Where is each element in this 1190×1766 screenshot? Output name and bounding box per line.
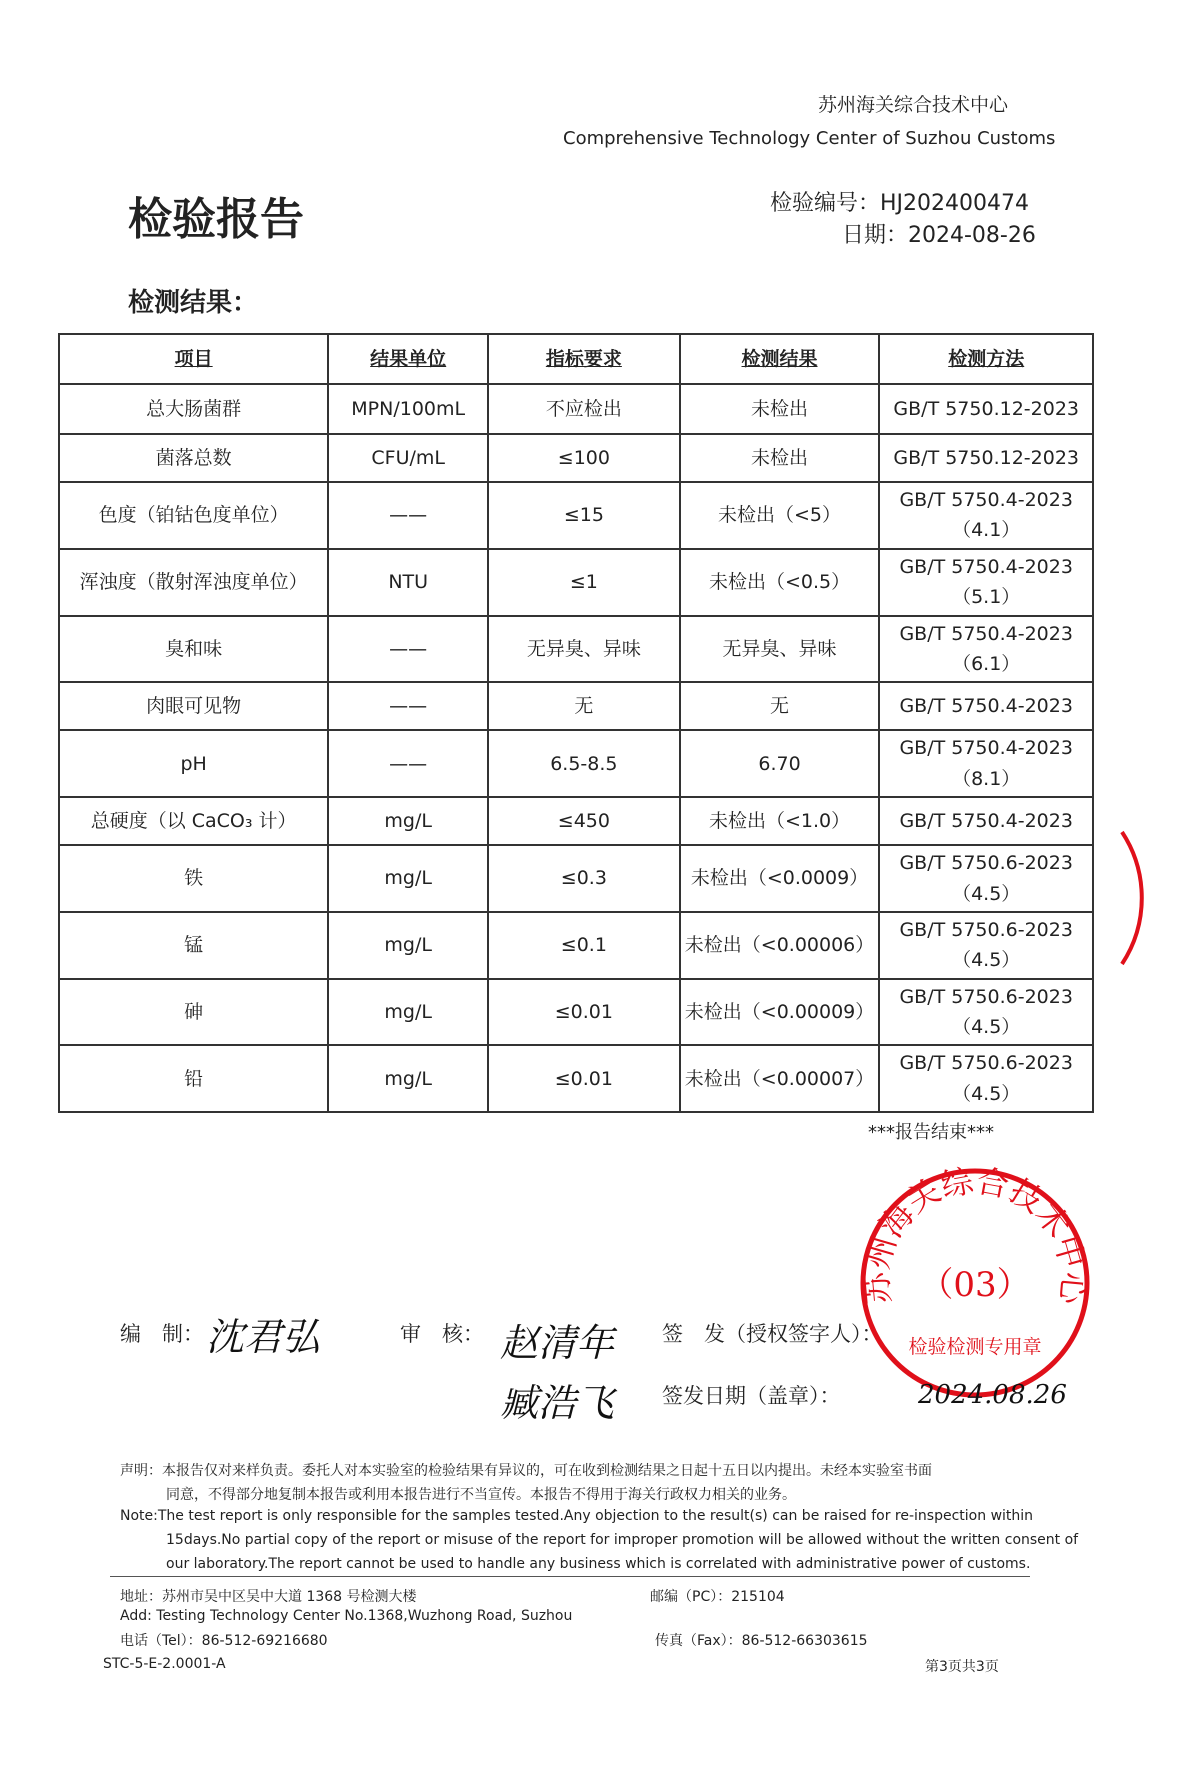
method-clause: （4.5） [952,1082,1021,1105]
column-header: 指标要求 [488,334,680,384]
table-cell: mg/L [328,797,488,845]
method-clause: （4.5） [952,882,1021,905]
seal-number: （03） [919,1265,1031,1305]
method-clause: （5.1） [952,586,1021,609]
partial-seal-icon [1118,828,1148,968]
table-cell: ≤0.1 [488,912,680,979]
table-cell [879,384,1093,434]
notice-cn-1: 声明：本报告仅对来样负责。委托人对本实验室的检验结果有异议的，可在收到检测结果之日起十五日以内提出。未经本实验室书面 [120,1463,932,1479]
table-cell: 肉眼可见物 [59,682,328,730]
table-cell: 铁 [59,845,328,912]
table-cell: 未检出（<0.00007） [680,1045,880,1112]
table-cell: 无 [680,682,880,730]
footer-address-cn: 地址：苏州市吴中区吴中大道 1368 号检测大楼 [120,1589,417,1605]
table-row [59,912,1093,979]
table-cell: 6.5-8.5 [488,730,680,797]
issuer-label: 签 发（授权签字人）： [662,1322,883,1346]
footer-address-en: Add: Testing Technology Center No.1368,Wuzhong Road, Suzhou [120,1608,573,1624]
method-standard: GB/T 5750.4-2023 [899,489,1073,511]
table-cell [879,1045,1093,1112]
method-standard: GB/T 5750.4-2023 [899,737,1073,760]
form-code: STC-5-E-2.0001-A [103,1656,226,1672]
method-standard: GB/T 5750.4-2023 [899,555,1073,578]
table-cell: 总硬度（以 CaCO₃ 计） [59,797,328,845]
table-cell: 总大肠菌群 [59,384,328,434]
method-standard: GB/T 5750.6-2023 [899,1052,1073,1075]
notice-en-2: 15days.No partial copy of the report or misuse of the report for improper promotion will be allowed without the written consent of [166,1532,1079,1548]
org-name-en: Comprehensive Technology Center of Suzhou Customs [563,128,1056,149]
table-cell: mg/L [328,1045,488,1112]
table-cell: 锰 [59,912,328,979]
method-standard: GB/T 5750.6-2023 [899,985,1073,1008]
table-cell: —— [328,616,488,683]
official-seal-icon [850,1158,1100,1408]
table-cell [879,797,1093,845]
method-standard: GB/T 5750.4-2023 [899,695,1073,718]
column-header: 项目 [59,334,328,384]
seal-text: 苏州海关综合技术中心 [857,1161,1093,1306]
review-signature-2: 臧浩飞 [500,1381,615,1425]
table-row [59,845,1093,912]
table-cell: ≤0.01 [488,1045,680,1112]
table-cell: 浑浊度（散射浑浊度单位） [59,549,328,616]
table-cell: ≤100 [488,434,680,482]
table-cell [879,549,1093,616]
table-row [59,730,1093,797]
table-cell: 未检出 [680,384,880,434]
end-mark: ***报告结束*** [868,1122,994,1143]
section-heading: 检测结果： [128,288,259,318]
compile-signature: 沈君弘 [206,1315,321,1359]
table-cell: NTU [328,549,488,616]
table-cell [879,912,1093,979]
table-row [59,434,1093,482]
table-cell: 未检出（<0.00009） [680,979,880,1046]
table-row [59,1045,1093,1112]
column-header: 检测方法 [879,334,1093,384]
method-standard: GB/T 5750.4-2023 [899,622,1073,645]
page-title: 检验报告 [128,194,304,245]
table-cell: mg/L [328,912,488,979]
table-cell: 未检出（<1.0） [680,797,880,845]
review-signature-1: 赵清年 [500,1321,615,1365]
method-standard: GB/T 5750.12-2023 [893,446,1079,469]
table-cell: ≤0.3 [488,845,680,912]
table-row [59,682,1093,730]
report-number: 检验编号：HJ202400474 [770,191,1030,216]
table-cell: —— [328,482,488,549]
table-cell: MPN/100mL [328,384,488,434]
method-standard: GB/T 5750.4-2023 [899,809,1073,832]
notice-cn-2: 同意，不得部分地复制本报告或利用本报告进行不当宣传。本报告不得用于海关行政权力相关的业务。 [166,1487,796,1503]
table-row [59,482,1093,549]
table-row [59,979,1093,1046]
table-cell: 菌落总数 [59,434,328,482]
method-clause: （4.1） [952,519,1021,542]
issue-date-label: 签发日期（盖章）： [662,1384,841,1408]
table-cell [879,482,1093,549]
method-standard: GB/T 5750.6-2023 [899,918,1073,941]
notice-en-3: our laboratory.The report cannot be used to handle any business which is correlated with administrative power of customs. [166,1556,1031,1572]
table-cell: 无异臭、异味 [680,616,880,683]
table-cell: 未检出 [680,434,880,482]
method-standard: GB/T 5750.12-2023 [893,397,1079,420]
issue-date-value: 2024.08.26 [918,1380,1067,1410]
table-row [59,384,1093,434]
method-clause: （8.1） [952,767,1021,790]
review-label: 审 核： [400,1322,484,1346]
table-cell [879,979,1093,1046]
table-cell: ≤1 [488,549,680,616]
report-date: 日期：2024-08-26 [842,223,1036,248]
table-cell: 未检出（<0.0009） [680,845,880,912]
footer-fax: 传真（Fax）：86-512-66303615 [655,1633,868,1649]
table-row [59,616,1093,683]
table-row [59,797,1093,845]
footer-divider [110,1576,1030,1577]
footer-postcode: 邮编（PC）：215104 [650,1589,785,1605]
page-number: 第3页共3页 [925,1659,999,1675]
table-cell: —— [328,682,488,730]
table-cell: 未检出（<5） [680,482,880,549]
table-cell: 色度（铂钴色度单位） [59,482,328,549]
table-cell: 铅 [59,1045,328,1112]
table-cell [879,682,1093,730]
table-cell: ≤450 [488,797,680,845]
table-cell: 无 [488,682,680,730]
method-standard: GB/T 5750.6-2023 [899,852,1073,875]
table-cell: 不应检出 [488,384,680,434]
column-header: 结果单位 [328,334,488,384]
footer-tel: 电话（Tel）：86-512-69216680 [120,1633,328,1649]
table-cell: 臭和味 [59,616,328,683]
results-table [58,333,1094,1113]
table-row [59,549,1093,616]
table-cell: 砷 [59,979,328,1046]
table-cell: 6.70 [680,730,880,797]
table-cell [879,434,1093,482]
table-cell: —— [328,730,488,797]
table-cell: mg/L [328,979,488,1046]
table-cell: pH [59,730,328,797]
column-header: 检测结果 [680,334,880,384]
table-cell: CFU/mL [328,434,488,482]
method-clause: （4.5） [952,949,1021,972]
method-clause: （6.1） [952,652,1021,675]
method-clause: （4.5） [952,1016,1021,1039]
table-cell: 无异臭、异味 [488,616,680,683]
table-cell: ≤0.01 [488,979,680,1046]
table-cell [879,616,1093,683]
org-name-cn: 苏州海关综合技术中心 [818,94,1009,116]
compile-label: 编 制： [120,1322,204,1346]
notice-en-1: Note:The test report is only responsible for the samples tested.Any objection to the result(s) can be raised for re-inspection within [120,1508,1034,1524]
table-cell [879,845,1093,912]
table-cell: 未检出（<0.00006） [680,912,880,979]
table-cell: mg/L [328,845,488,912]
seal-subtext: 检验检测专用章 [908,1336,1042,1358]
table-cell: 未检出（<0.5） [680,549,880,616]
table-cell [879,730,1093,797]
table-cell: ≤15 [488,482,680,549]
